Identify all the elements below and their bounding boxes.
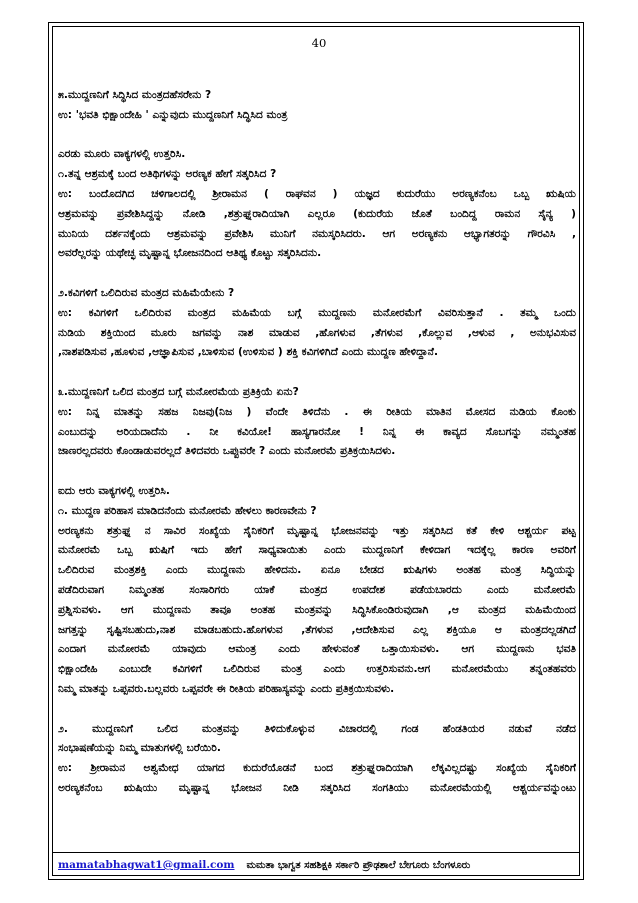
footer-divider — [52, 852, 580, 853]
paragraph-gap — [58, 264, 576, 284]
text-line: ಅರಣ್ಯಕನು ಶತ್ರುಘ್ನ ನ ಸಾವಿರ ಸಂಖ್ಯೆಯ ಸೈನಿಕರಿಗೆ ಮೃಷ್ಟಾನ್ನ ಭೋಜನವನ್ನು ಇತ್ತು ಸತ್ಕರಿಸಿದ ಕತೆ ಕೇಳಿ ಆಶ್ಚರ್ಯ ಪಟ್ಟ — [58, 524, 576, 537]
text-line: ಪ್ರಶ್ನಿಸುವಳು. ಆಗ ಮುದ್ದಣನು ತಾವೂ ಅಂತಹ ಮಂತ್ರವನ್ನು ಸಿದ್ಧಿಸಿಕೊಂಡಿರುವುದಾಗಿ ,ಆ ಮಂತ್ರದ ಮಹಿಮೆಯಿಂದ — [58, 603, 576, 616]
text-line: ಎರಡು ಮೂರು ವಾಕ್ಯಗಳಲ್ಲಿ ಉತ್ತರಿಸಿ. — [58, 148, 186, 161]
text-line: ಒಲಿದಿರುವ ಮಂತ್ರಶಕ್ತಿ ಎಂದು ಮುದ್ದಣನು ಹೇಳಿದನು. ಏನೂ ಬೇಡದ ಋಷಿಗಳು ಅಂತಹ ಮಂತ್ರ ಸಿದ್ಧಿಯನ್ನು — [58, 564, 576, 577]
text-line: ನುಡಿಯ ಶಕ್ತಿಯಿಂದ ಮೂರು ಜಗವನ್ನು ನಾಶ ಮಾಡುವ ,ಹೊಗಳುವ ,ತೆಗಳುವ ,ಕೊಲ್ಲುವ ,ಆಳುವ , ಅನುಭವಿಸುವ — [58, 326, 576, 339]
text-line: ಉ: ಶ್ರೀರಾಮನ ಅಶ್ವಮೇಧ ಯಾಗದ ಕುದುರೆಯೊಡನೆ ಬಂದ ಶತ್ರುಘ್ನರಾದಿಯಾಗಿ ಲೆಕ್ಕವಿಲ್ಲದಷ್ಟು ಸಂಖ್ಯೆಯ ಸೈನಿಕರಿಗೆ — [58, 762, 576, 775]
text-line: ಉ: ಕವಿಗಳಿಗೆ ಒಲಿದಿರುವ ಮಂತ್ರದ ಮಹಿಮೆಯ ಬಗ್ಗೆ ಮುದ್ದಣನು ಮನೋರಮೆಗೆ ವಿವರಿಸುತ್ತಾನೆ . ತಮ್ಮ ಒಂದು — [58, 306, 576, 319]
text-line: ನಿಮ್ಮ ಮಾತನ್ನು ಒಪ್ಪವರು.ಬಲ್ಲವರು ಒಪ್ಪವರೇ ಈ ರೀತಿಯ ಪರಿಹಾಸ್ಯವನ್ನು ಎಂದು ಪ್ರತಿಕ್ರಯಿಸುವಳು. — [58, 682, 395, 695]
paragraph-gap — [58, 363, 576, 383]
paragraph-gap — [58, 700, 576, 720]
text-line: ೩.ಮುದ್ದಣನಿಗೆ ಒಲಿದ ಮಂತ್ರದ ಬಗ್ಗೆ ಮನೋರಮೆಯ ಪ್ರತಿಕ್ರಿಯೆ ಏನು? — [58, 385, 299, 398]
text-line: ಜಗತ್ತನ್ನು ಸೃಷ್ಟಿಸಬಹುದು,ನಾಶ ಮಾಡಬಹುದು.ಹೊಗಳುವ ,ತೆಗಳುವ ,ಆದೇಶಿಸುವ ಎಲ್ಲ ಶಕ್ತಿಯೂ ಆ ಮಂತ್ರದಲ್ಲಡಗಿದೆ — [58, 623, 576, 636]
text-line: ಉ: ಬಂದೊದಗಿದ ಚಳಿಗಾಲದಲ್ಲಿ ಶ್ರೀರಾಮನ ( ರಾಘವನ ) ಯಜ್ಞದ ಕುದುರೆಯು ಅರಣ್ಯಕನೆಂಬ ಒಬ್ಬ ಋಷಿಯ — [58, 187, 576, 200]
text-line: ೨.ಕವಿಗಳಿಗೆ ಒಲಿದಿರುವ ಮಂತ್ರದ ಮಹಿಮೆಯೇನು ? — [58, 286, 235, 299]
text-line: ಪಡೆದಿರುವಾಗ ನಿಮ್ಮಂತಹ ಸಂಸಾರಿಗರು ಯಾಕೆ ಮಂತ್ರದ ಉಪದೇಶ ಪಡೆಯಬಾರದು ಎಂದು ಮನೋರಮೆ — [58, 583, 576, 596]
text-line: ೧. ಮುದ್ದಣ ಪರಿಹಾಸ ಮಾಡಿದನೆಂದು ಮನೋರಮೆ ಹೇಳಲು ಕಾರಣವೇನು ? — [58, 504, 317, 517]
footer — [58, 857, 576, 873]
text-line: ೫.ಮುದ್ದಣನಿಗೆ ಸಿದ್ಧಿಸಿದ ಮಂತ್ರದಹೆಸರೇನು ? — [58, 89, 212, 101]
section-s3 — [58, 284, 576, 363]
paragraph-gap — [58, 126, 576, 146]
section-s6 — [58, 720, 576, 799]
section-s1 — [58, 86, 576, 126]
text-line: ಮನೋರಮೆ ಒಬ್ಬ ಋಷಿಗೆ ಇದು ಹೇಗೆ ಸಾಧ್ಯವಾಯಿತು ಎಂದು ಮುದ್ದಣನಿಗೆ ಕೇಳಿದಾಗ ಇದಕ್ಕೆಲ್ಲ ಕಾರಣ ಅವರಿಗೆ — [58, 544, 576, 557]
text-line: ೧.ತನ್ನ ಆಶ್ರಮಕ್ಕೆ ಬಂದ ಅತಿಥಿಗಳನ್ನು ಅರಣ್ಯಕ ಹೇಗೆ ಸತ್ಕರಿಸಿದ ? — [58, 168, 277, 181]
text-line: ಎಂದಾಗ ಮನೋರಮೆ ಯಾವುದು ಆಮಂತ್ರ ಎಂದು ಹೇಳುವಂತೆ ಒತ್ತಾಯಿಸುವಳು. ಆಗ ಮುದ್ದಣನು ಭವತಿ — [58, 643, 576, 656]
document-body — [58, 86, 576, 799]
text-line: ೨. ಮುದ್ದಣನಿಗೆ ಒಲಿದ ಮಂತ್ರವನ್ನು ತಿಳಿದುಕೊಳ್ಳುವ ವಿಚಾರದಲ್ಲಿ ಗಂಡ ಹೆಂಡತಿಯರ ನಡುವೆ ನಡೆದ — [58, 722, 576, 735]
text-line: ಅವರೆಲ್ಲರನ್ನು ಯಥೇಚ್ಛ ಮೃಷ್ಟಾನ್ನ ಭೋಜನದಿಂದ ಆತಿಥ್ಯ ಕೊಟ್ಟು ಸತ್ಕರಿಸಿದನು. — [58, 247, 322, 260]
text-line: ಉ: ನಿನ್ನ ಮಾತನ್ನು ಸಹಜ ನಿಜವು(ನಿಜ ) ವೆಂದೇ ತಿಳಿದೆನು . ಈ ರೀತಿಯ ಮಾತಿನ ಮೋಸದ ನುಡಿಯ ಕೊಂಕು — [58, 405, 576, 418]
text-line: ಭಿಕ್ಷಾಂದೇಹಿ ಎಂಬುದೇ ಕವಿಗಳಿಗೆ ಒಲಿದಿರುವ ಮಂತ್ರ ಎಂದು ಉತ್ತರಿಸುವನು.ಆಗ ಮನೋರಮೆಯು ತನ್ನಂತಹವರು — [58, 663, 576, 676]
text-line: ಜಾಣರಲ್ಲದವರು ಕೊಂಡಾಡುವರಲ್ಲದೆ ತಿಳಿದವರು ಒಪ್ಪುವರೇ ? ಎಂದು ಮನೋರಮೆ ಪ್ರತಿಕ್ರಯಿಸಿದಳು. — [58, 445, 396, 458]
section-s4 — [58, 383, 576, 462]
text-line: ಆಶ್ರಮವನ್ನು ಪ್ರವೇಶಿಸಿದ್ದನ್ನು ನೋಡಿ ,ಶತ್ರುಘ್ನರಾದಿಯಾಗಿ ಎಲ್ಲರೂ (ಕುದುರೆಯ ಜೊತೆ ಬಂದಿದ್ದ ರಾಮನ ಸೈನ್ಯ ) — [58, 207, 576, 220]
paragraph-gap — [58, 462, 576, 482]
text-line: ಉ: 'ಭವತಿ ಭಿಕ್ಷಾಂದೇಹಿ ' ಎನ್ನುವುದು ಮುದ್ದಣನಿಗೆ ಸಿದ್ಧಿಸಿದ ಮಂತ್ರ — [58, 108, 288, 121]
text-line: ಐದು ಆರು ವಾಕ್ಯಗಳಲ್ಲಿ ಉತ್ತರಿಸಿ. — [58, 484, 170, 497]
section-s2 — [58, 145, 576, 264]
text-line: ಅರಣ್ಯಕನೆಂಬ ಋಷಿಯು ಮೃಷ್ಟಾನ್ನ ಭೋಜನ ನೀಡಿ ಸತ್ಕರಿಸಿದ ಸಂಗತಿಯು ಮನೋರಮೆಯಲ್ಲಿ ಆಶ್ಚರ್ಯವನ್ನುಂಟು — [58, 781, 576, 794]
text-line: ಎಂಬುದನ್ನು ಅರಿಯದಾದೆನು . ನೀ ಕವಿಯೋ! ಹಾಸ್ಯಗಾರನೋ ! ನಿನ್ನ ಈ ಕಾವ್ಯದ ಸೊಬಗನ್ನು ನಮ್ಮಂತಹ — [58, 425, 576, 438]
text-line: ಮುನಿಯ ದರ್ಶನಕ್ಕೆಂದು ಆಶ್ರಮವನ್ನು ಪ್ರವೇಶಿಸಿ ಮುನಿಗೆ ನಮಸ್ಕರಿಸಿದರು. ಆಗ ಅರಣ್ಯಕನು ಆಭ್ಯಾಗತರನ್ನು ಗೌರವಿಸಿ , — [58, 227, 576, 240]
text-line: ,ನಾಶಪಡಿಸುವ ,ಹೂಳುವ ,ಆಜ್ಞಾಪಿಸುವ ,ಬಾಳಿಸುವ (ಉಳಿಸುವ ) ಶಕ್ತಿ ಕವಿಗಳಿಗಿದೆ ಎಂದು ಮುದ್ದಣ ಹೇಳಿದ್ದಾನೆ. — [58, 346, 438, 359]
footer-author-info: ಮಮತಾ ಭಾಗ್ವತ ಸಹಶಿಕ್ಷಕಿ ಸರ್ಕಾರಿ ಪ್ರೌಢಶಾಲೆ ಬೇಗೂರು ಬೆಂಗಳೂರು — [246, 859, 471, 871]
section-s5 — [58, 482, 576, 700]
text-line: ಸಂಭಾಷಣೆಯನ್ನು ನಿಮ್ಮ ಮಾತುಗಳಲ್ಲಿ ಬರೆಯಿರಿ. — [58, 742, 221, 755]
page-number: 40 — [311, 36, 327, 50]
footer-email-link[interactable]: mamatabhagwat1@gmail.com — [58, 859, 235, 871]
